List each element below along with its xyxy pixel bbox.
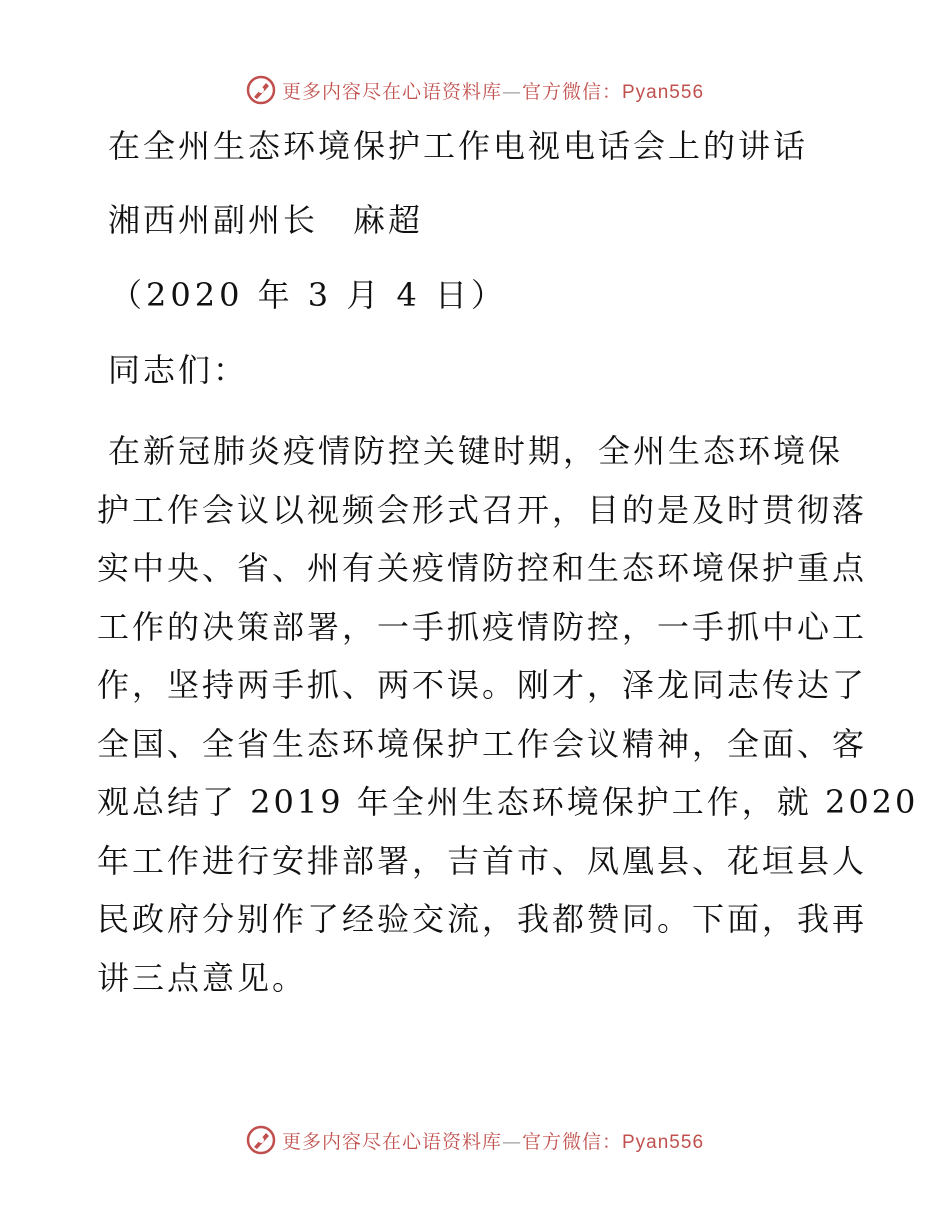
pen-logo-icon bbox=[246, 1125, 276, 1155]
paragraph-line: 在新冠肺炎疫情防控关键时期，全州生态环境保 bbox=[108, 432, 844, 470]
paragraph-line: 作，坚持两手抓、两不误。刚才，泽龙同志传达了 bbox=[97, 666, 868, 704]
paragraph-line: 年工作进行安排部署，吉首市、凤凰县、花垣县人 bbox=[97, 841, 868, 880]
watermark-wechat-label: 官方微信： bbox=[521, 80, 622, 103]
document-date: （2020 年 3 月 4 日） bbox=[110, 276, 508, 314]
watermark-handle: Pyan556 bbox=[622, 81, 705, 103]
paragraph-line: 民政府分别作了经验交流，我都赞同。下面，我再 bbox=[97, 900, 868, 938]
watermark-separator: — bbox=[501, 80, 522, 103]
salutation: 同志们： bbox=[108, 351, 249, 389]
watermark-text bbox=[282, 77, 704, 104]
document-author: 湘西州副州长 麻超 bbox=[108, 201, 424, 239]
watermark-main: 更多内容尽在心语资料库 bbox=[281, 1130, 502, 1153]
paragraph-line: 讲三点意见。 bbox=[97, 958, 308, 997]
watermark-text bbox=[282, 1127, 704, 1154]
watermark-handle: Pyan556 bbox=[622, 1131, 705, 1153]
paragraph-line: 全国、全省生态环境保护工作会议精神，全面、客 bbox=[97, 724, 868, 763]
paragraph-line: 实中央、省、州有关疫情防控和生态环境保护重点 bbox=[97, 549, 868, 587]
footer-watermark bbox=[0, 1120, 950, 1160]
watermark-wechat-label: 官方微信： bbox=[521, 1130, 622, 1153]
header-watermark bbox=[0, 70, 950, 110]
pen-logo-icon bbox=[246, 75, 276, 105]
paragraph-line: 观总结了 2019 年全州生态环境保护工作，就 2020 bbox=[97, 783, 919, 821]
document-title: 在全州生态环境保护工作电视电话会上的讲话 bbox=[108, 127, 809, 165]
watermark-main: 更多内容尽在心语资料库 bbox=[281, 80, 502, 103]
watermark-separator: — bbox=[501, 1130, 522, 1153]
paragraph-line: 工作的决策部署，一手抓疫情防控，一手抓中心工 bbox=[97, 607, 868, 646]
paragraph-line: 护工作会议以视频会形式召开，目的是及时贯彻落 bbox=[97, 490, 868, 529]
body-paragraph bbox=[97, 422, 919, 1007]
